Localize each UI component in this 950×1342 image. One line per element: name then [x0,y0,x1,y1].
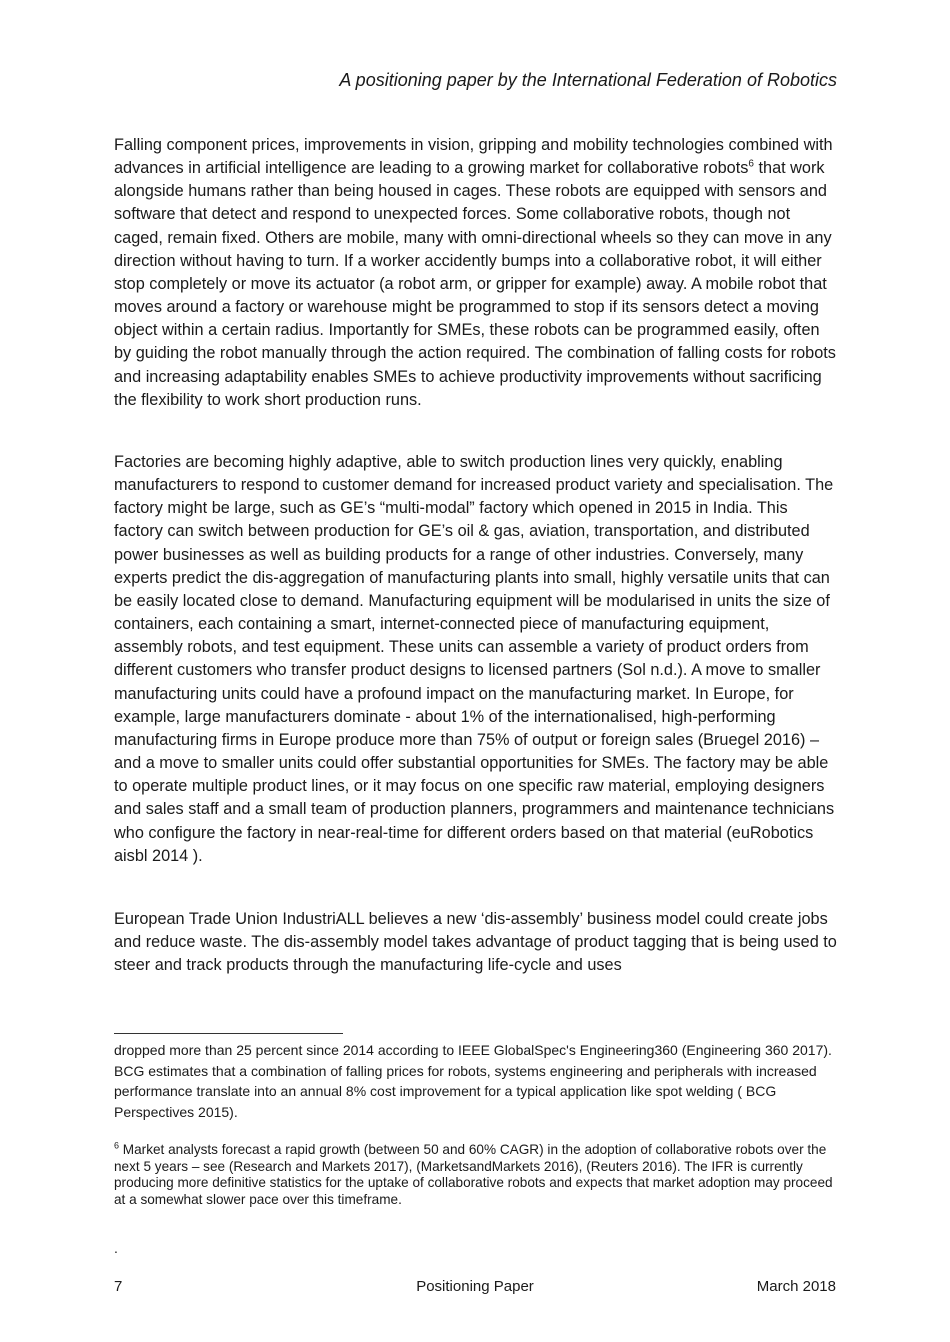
footnote-separator [114,1033,343,1034]
footnote-6 [114,1142,839,1208]
paragraph-dis-assembly: European Trade Union IndustriALL believes a new ‘dis-assembly’ business model could create jobs and reduce waste. The dis-assembly model takes advantage of product tagging that is being used to steer and track products through the manufacturing life-cycle and uses [114,910,837,975]
footnote-6-text: Market analysts forecast a rapid growth (between 50 and 60% CAGR) in the adoption of collaborative robots over the next 5 years – see (Research and Markets 2017), (MarketsandMarkets 2016), (Reuters 2016). The IFR is currently producing more definitive statistics for the uptake of collaborative robots and expects that market adoption may proceed at a somewhat slower pace over this timeframe. [114,1142,833,1207]
stray-mark: . [114,1240,118,1256]
footnote-reference-6[interactable]: 6 [748,158,754,170]
paragraph-1-text-b: that work alongside humans rather than being housed in cages. These robots are equipped with sensors and software that detect and respond to unexpected forces. Some collaborative robots, though not caged, remain fixed. Others are mobile, many with omni-directional wheels so they can move in any direction without having to turn. If a worker accidently bumps into a collaborative robot, it will either stop completely or move its actuator (a robot arm, or gripper for example) away. A mobile robot that moves around a factory or warehouse might be programmed to stop if its sensors detect a moving object within a certain radius. Importantly for SMEs, these robots can be programmed easily, often by guiding the robot manually through the action required. The combination of falling costs for robots and increasing adaptability enables SMEs to achieve productivity improvements without sacrificing the flexibility to work short production runs. [114,159,836,409]
paragraph-adaptive-factories: Factories are becoming highly adaptive, able to switch production lines very quickly, enabling manufacturers to respond to customer demand for increased product variety and specialisation. The factory might be large, such as GE’s “multi-modal” factory which opened in 2015 in India. This factory can switch between production for GE’s oil & gas, aviation, transportation, and distributed power businesses as well as building products for a range of other industries. Conversely, many experts predict the dis-aggregation of manufacturing plants into small, highly versatile units that can be easily located close to demand. Manufacturing equipment will be modularised in units the size of containers, each containing a smart, internet-connected piece of manufacturing equipment, assembly robots, and test equipment. These units can assemble a variety of product orders from different customers who transfer product designs to licensed partners (Sol n.d.). A move to smaller manufacturing units could have a profound impact on the manufacturing market. In Europe, for example, large manufacturers dominate - about 1% of the internationalised, high-performing manufacturing firms in Europe produce more than 75% of output or foreign sales (Bruegel 2016) – and a move to smaller units could offer substantial opportunities for SMEs. The factory may be able to operate multiple product lines, or it may focus on one specific raw material, employing designers and sales staff and a small team of production planners, programmers and maintenance technicians who configure the factory in near-real-time for different orders based on that material (euRobotics aisbl 2014 ). [114,453,835,865]
paragraph-collaborative-robots [114,134,839,434]
paragraph-1-text-a: Falling component prices, improvements in vision, gripping and mobility technologies combined with advances in artificial intelligence are leading to a growing market for collaborative robots [114,136,833,178]
footer-document-title: Positioning Paper [416,1278,534,1295]
page-footer [114,1278,836,1300]
footnote-6-number: 6 [114,1140,120,1151]
running-header: A positioning paper by the International Federation of Robotics [339,70,837,90]
footnote-continued: dropped more than 25 percent since 2014 according to IEEE GlobalSpec's Engineering360 (Engineering 360 2017). BCG estimates that a combination of falling prices for robots, systems engineering and peripherals with increased performance translate into an annual 8% cost improvement for a typical application like spot welding ( BCG Perspectives 2015). [114,1042,832,1120]
body-text [114,134,839,994]
footer-date: March 2018 [756,1278,836,1295]
page-number: 7 [114,1278,123,1295]
